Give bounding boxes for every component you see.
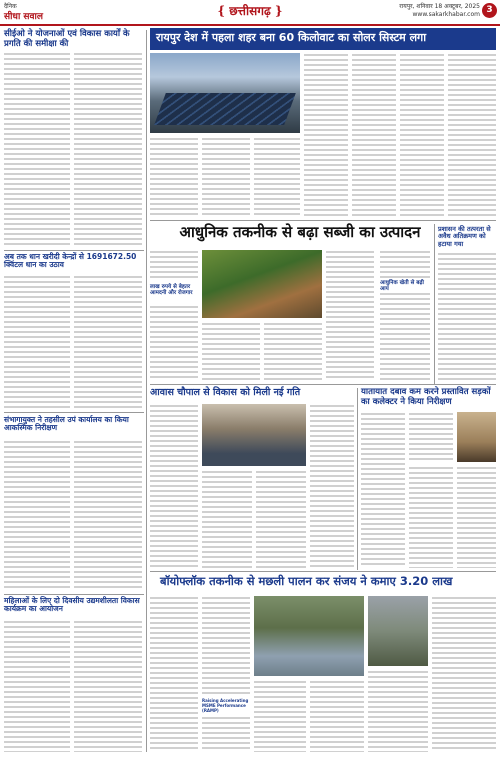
chaupal-body-c	[256, 470, 306, 568]
fish-body-a	[150, 596, 198, 752]
solar-photo	[150, 53, 300, 133]
solar-headline: रायपुर देश में पहला शहर बना 60 किलोवाट का सोलर सिस्टम लगा	[156, 31, 427, 44]
solar-panels-image	[154, 93, 296, 125]
left-body-4b	[74, 620, 142, 752]
fish-body-b	[202, 596, 250, 696]
left-body-2a	[4, 275, 70, 410]
brand-logo	[4, 2, 43, 22]
divider	[150, 571, 496, 572]
site-text: www.sakarkhabar.com	[412, 11, 480, 18]
masthead	[0, 0, 500, 26]
fish-body-e	[368, 670, 428, 752]
veg-body-e	[264, 322, 322, 380]
veg-body-d	[202, 322, 260, 380]
fish-photo-2	[368, 596, 428, 666]
page-number: 3	[482, 3, 497, 18]
brand-sub: दैनिक	[4, 3, 17, 10]
date-text: रायपुर, शनिवार 18 अक्टूबर, 2025	[399, 3, 480, 10]
left-headline-4: महिलाओं के लिए दो दिवसीय उद्यमशीलता विकास कार्यक्रम का आयोजन	[4, 596, 140, 614]
roads-body-b	[409, 412, 453, 462]
roads-body-a	[361, 412, 405, 568]
section-title: { छत्तीसगढ़ }	[217, 4, 283, 18]
left-headline-3: संभागायुक्त ने तहसील उपं कार्यालय का किया आकस्मिक निरीक्षण	[4, 415, 129, 433]
divider	[150, 220, 496, 221]
fish-ramp-label: Raising Accelerating MSME Performance (RAMP)	[202, 698, 249, 713]
veg-body-g	[380, 292, 430, 380]
divider	[4, 594, 144, 595]
left-body-3a	[4, 440, 70, 590]
divider	[4, 250, 144, 251]
fish-body-d	[310, 680, 364, 752]
veg-body-b	[150, 305, 198, 380]
fish-body-b2	[202, 716, 250, 752]
left-body-1b	[74, 52, 142, 248]
veg-subhead-1: लाख रुपये से बेहतर आमदनी और रोजगार	[150, 284, 193, 297]
solar-body-f	[400, 53, 444, 217]
veg-body-a	[150, 250, 198, 280]
fish-headline: बॉयोफ्लॉक तकनीक से मछली पालन कर संजय ने कमाए 3.20 लाख	[160, 574, 453, 588]
solar-headline-banner	[150, 28, 496, 50]
chaupal-headline: आवास चौपाल से विकास को मिली नई गति	[150, 387, 301, 398]
fish-photo-1	[254, 596, 364, 676]
chaupal-body-a	[150, 404, 198, 568]
left-headline-1: सीईओ ने योजनाओं एवं विकास कार्यों के प्रगति की समीक्षा की	[4, 29, 130, 49]
solar-body-d	[304, 53, 348, 217]
fish-body-c	[254, 680, 306, 752]
roads-body-d	[457, 466, 496, 568]
left-body-4a	[4, 620, 70, 752]
left-body-3b	[74, 440, 142, 590]
column-divider	[146, 30, 147, 752]
brand-name: सीधा सवाल	[4, 12, 43, 22]
fish-body-f	[432, 596, 496, 752]
roads-photo	[457, 412, 496, 462]
solar-body-a	[150, 137, 198, 217]
veg-headline: आधुनिक तकनीक से बढ़ा सब्जी का उत्पादन	[179, 223, 421, 241]
divider	[150, 384, 496, 385]
left-body-1a	[4, 52, 70, 248]
chaupal-body-d	[310, 404, 354, 568]
left-body-2b	[74, 275, 142, 410]
left-headline-2: अब तक धान खरीदी केन्द्रों से 1691672.50 क्विंटल धान का उठाव	[4, 252, 137, 270]
divider	[4, 412, 144, 413]
side-headline: प्रशासन की तत्परता से अवैध अतिक्रमण को हटाया गया	[438, 225, 491, 248]
veg-body-c	[326, 250, 374, 380]
solar-body-c	[254, 137, 300, 217]
solar-body-b	[202, 137, 250, 217]
chaupal-photo	[202, 404, 306, 466]
dateline	[360, 3, 480, 19]
solar-body-g	[448, 53, 496, 217]
solar-body-e	[352, 53, 396, 217]
column-divider	[357, 388, 358, 570]
side-body	[438, 252, 496, 380]
roads-headline: यातायात दबाव कम करने प्रस्तावित सड़कों का कलेक्टर ने किया निरीक्षण	[361, 387, 491, 407]
roads-body-c	[409, 466, 453, 568]
veg-photo	[202, 250, 322, 318]
veg-subhead-2: आधुनिक खेती से बढ़ी आय	[380, 280, 424, 293]
column-divider	[434, 224, 435, 384]
chaupal-body-b	[202, 470, 252, 568]
veg-body-f	[380, 250, 430, 278]
